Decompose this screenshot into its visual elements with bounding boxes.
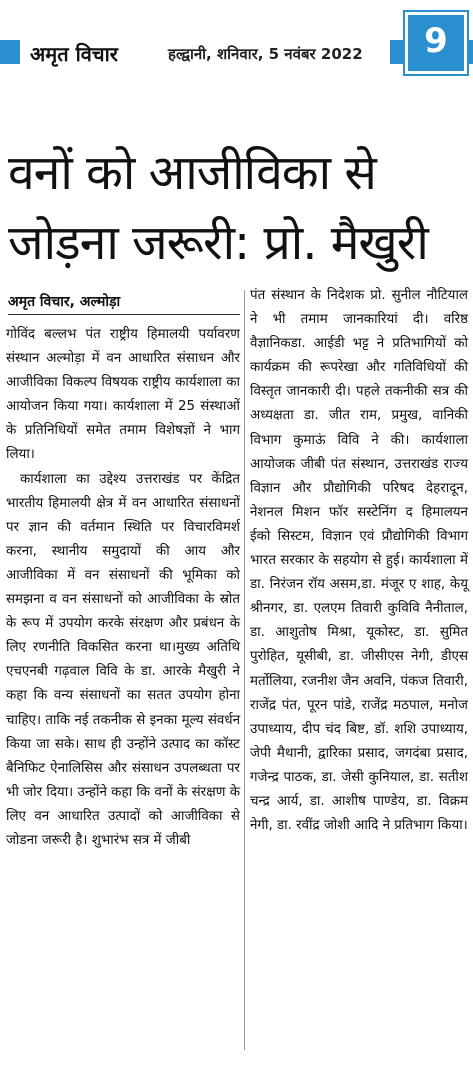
headline-line-1: वनों को आजीविका से xyxy=(8,145,376,201)
byline-underline xyxy=(8,314,240,315)
byline: अमृत विचार, अल्मोड़ा xyxy=(8,294,121,310)
article-paragraph-1: गोविंद बल्लभ पंत राष्ट्रीय हिमालयी पर्यावरण संस्थान अल्मोड़ा में वन आधारित संसाधन और आजीविका विकल्प विषयक राष्ट्रीय कार्यशाला का आयोजन किया गया। कार्यशाला में 25 संस्थाओं के प्रतिनिधियों समेत तमाम विशेषज्ञों ने भाग लिया। xyxy=(6,327,240,463)
masthead-title: अमृत विचार xyxy=(30,42,118,66)
page-number: 9 xyxy=(424,21,448,61)
dateline: हल्द्वानी, शनिवार, 5 नवंबर 2022 xyxy=(168,45,363,63)
article-paragraph-3: पंत संस्थान के निदेशक प्रो. सुनील नौटियाल ने भी तमाम जानकारियां दी। वरिष्ठ वैज्ञानिकडा. आईडी भट्ट ने प्रतिभागियों को कार्यक्रम की रूपरेखा और गतिविधियों की विस्तृत जानकारी दी। पहले तकनीकी सत्र की अध्यक्षता डा. जीत राम, प्रमुख, वानिकी विभाग कुमाऊं विवि ने की। कार्यशाला आयोजक जीबी पंत संस्थान, उत्तराखंड राज्य विज्ञान और प्रौद्योगिकी परिषद देहरादून, नेशनल मिशन फॉर सस्टेनिंग द हिमालयन ईको सिस्टम, विज्ञान एवं प्रौद्योगिकी विभाग भारत सरकार के सहयोग से हुई। कार्यशाला में डा. निरंजन रॉय असम,डा. मंजूर ए शाह, केयू श्रीनगर, डा. एलएम तिवारी कुविवि नैनीताल, डा. आशुतोष मिश्रा, यूकोस्ट, डा. सुमित पुरोहित, यूसीबी, डा. जीसीएस नेगी, डीएस मर्तोलिया, रजनीश जैन अवनि, पंकज तिवारी, राजेंद्र पंत, पूरन पांडे, राजेंद्र मठपाल, मनोज उपाध्याय, दीप चंद बिष्ट, डॉ. शशि उपाध्याय, जेपी मैथानी, द्वारिका प्रसाद, जगदंबा प्रसाद, गजेन्द्र पाठक, डा. जेसी कुनियाल, डा. सतीश चन्द्र आर्य, डा. आशीष पाण्डेय, डा. विक्रम नेगी, डा. रवींद्र जोशी आदि ने प्रतिभाग किया। xyxy=(250,288,468,834)
page-header xyxy=(0,0,473,80)
article-paragraph-2: कार्यशाला का उद्देश्य उत्तराखंड पर केंद्रित भारतीय हिमालयी क्षेत्र में वन आधारित संसाधनों पर ज्ञान की वर्तमान स्थिति पर विचारविमर्श करना, स्थानीय समुदायों की आय और आजीविका में वन संसाधनों की भूमिका को समझना व वन संसाधनों को आजीविका के स्रोत के रूप में उपयोग करके संरक्षण और प्रबंधन के लिए रणनीति विकसित करना था।मुख्य अतिथि एचएनबी गढ़वाल विवि के डा. आरके मैखुरी ने कहा कि वन्य संसाधनों का सतत उपयोग होना चाहिए। ताकि नई तकनीक से इनका मूल्य संवर्धन किया जा सके। साथ ही उन्होंने उत्पाद का कॉस्ट बैनिफिट ऐनालिसिस और संसाधन उपलब्धता पर भी जोर दिया। उन्होंने कहा कि वनों के संरक्षण के लिए वन आधारित उत्पादों को आजीविका से जोडना जरूरी है। शुभारंभ सत्र में जीबी xyxy=(6,471,240,848)
column-divider xyxy=(244,290,245,1050)
article-column-left xyxy=(6,323,240,853)
page-number-badge xyxy=(405,12,467,74)
article-column-right xyxy=(250,284,468,838)
headline-line-2: जोड़ना जरूरी: प्रो. मैखुरी xyxy=(8,215,428,271)
